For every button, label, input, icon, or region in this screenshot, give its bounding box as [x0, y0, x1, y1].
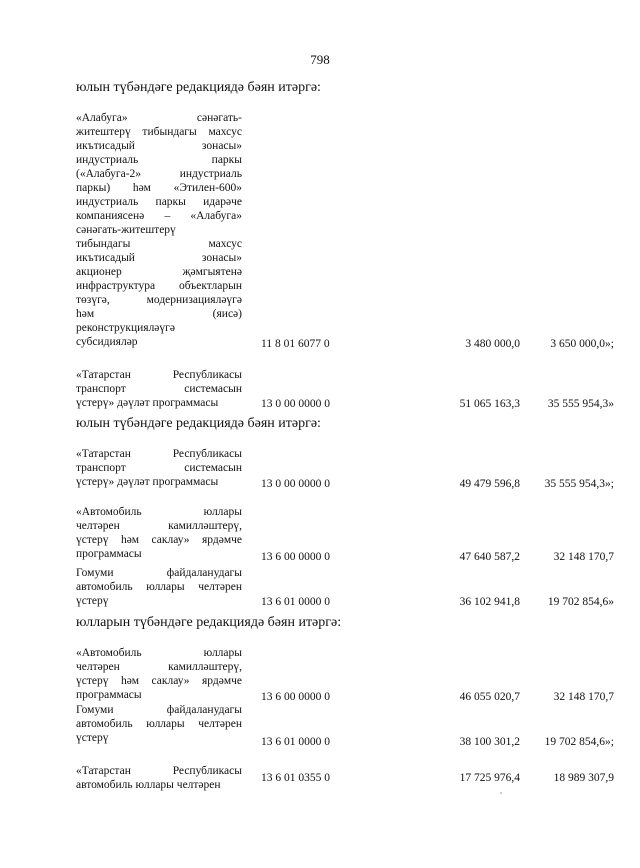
- row-value-2: 19 702 854,6»: [547, 596, 614, 608]
- row-value-1: 51 065 163,3: [459, 398, 520, 410]
- row-name-line: Гомуми файдаланудагы: [76, 704, 242, 716]
- row-value-1: 46 055 020,7: [459, 691, 520, 703]
- row-name-line: сәнәгать-житештерү: [76, 224, 176, 236]
- row-name-line: икътисадый зонасы»: [76, 252, 242, 264]
- row-value-2: 19 702 854,6»;: [544, 736, 614, 748]
- row-name-line: житештерү тибындагы махсус: [76, 126, 242, 138]
- row-name-line: реконструкцияләүгә: [76, 322, 175, 334]
- row-name-line: программасы: [76, 689, 142, 701]
- scan-speck: [500, 792, 502, 794]
- row-name-line: инфраструктура объектларын: [76, 280, 242, 292]
- row-name-line: тибындагы махсус: [76, 238, 242, 250]
- row-value-2: 18 989 307,9: [553, 772, 614, 784]
- row-name-line: үстерү һәм саклау» ярдәмче: [76, 534, 242, 546]
- row-value-1: 17 725 976,4: [459, 772, 520, 784]
- row-name-line: үстерү: [76, 595, 109, 607]
- row-value-2: 32 148 170,7: [553, 691, 614, 703]
- row-name-line: Гомуми файдаланудагы: [76, 567, 242, 579]
- row-name-line: паркы) һәм «Этилен-600»: [76, 182, 242, 194]
- row-name-line: субсидияләр: [76, 336, 138, 348]
- row-name-line: челтәрен камилләштерү,: [76, 520, 242, 532]
- row-name-line: «Автомобиль юллары: [76, 647, 242, 659]
- row-value-2: 32 148 170,7: [553, 551, 614, 563]
- row-name-line: «Татарстан Республикасы: [76, 369, 242, 381]
- row-name-line: челтәрен камилләштерү,: [76, 661, 242, 673]
- row-name-line: автомобиль юллары челтәрен: [76, 581, 242, 593]
- row-value-2: 35 555 954,3»;: [544, 478, 614, 490]
- row-name-line: «Татарстан Республикасы: [76, 448, 242, 460]
- row-name-line: программасы: [76, 548, 142, 560]
- row-value-1: 3 480 000,0: [465, 338, 520, 350]
- row-value-1: 47 640 587,2: [459, 551, 520, 563]
- row-name-line: акционер җәмгыятенә: [76, 266, 242, 278]
- row-name-line: индустриаль паркы: [76, 154, 242, 166]
- row-name-line: һәм (яисә): [76, 308, 242, 320]
- row-name-line: үстерү: [76, 732, 109, 744]
- instruction-text: юлларын түбәндәге редакциядә бәян итәргә:: [76, 615, 342, 630]
- row-name-line: үстерү һәм саклау» ярдәмче: [76, 675, 242, 687]
- row-name-line: индустриаль паркы идарәче: [76, 196, 242, 208]
- row-name-line: «Алабуга» сәнәгать-: [76, 112, 242, 124]
- row-code: 13 6 01 0355 0: [261, 772, 330, 784]
- row-code: 13 6 01 0000 0: [261, 736, 330, 748]
- row-value-2: 3 650 000,0»;: [550, 338, 614, 350]
- row-name-line: «Татарстан Республикасы: [76, 765, 242, 777]
- row-name-line: үстерү» дәүләт программасы: [76, 476, 219, 488]
- row-code: 13 6 00 0000 0: [261, 691, 330, 703]
- row-code: 13 6 00 0000 0: [261, 551, 330, 563]
- page-number: 798: [310, 52, 330, 67]
- row-code: 13 0 00 0000 0: [261, 478, 330, 490]
- instruction-text: юлын түбәндәге редакциядә бәян итәргә:: [76, 80, 321, 95]
- row-value-1: 38 100 301,2: [459, 736, 520, 748]
- row-value-2: 35 555 954,3»: [547, 398, 614, 410]
- row-name-line: автомобиль юллары челтәрен: [76, 779, 221, 791]
- instruction-text: юлын түбәндәге редакциядә бәян итәргә:: [76, 416, 321, 431]
- row-name-line: автомобиль юллары челтәрен: [76, 718, 242, 730]
- row-code: 13 0 00 0000 0: [261, 398, 330, 410]
- row-value-1: 49 479 596,8: [459, 478, 520, 490]
- row-name-line: компаниясенә – «Алабуга»: [76, 210, 242, 222]
- row-code: 11 8 01 6077 0: [261, 338, 330, 350]
- row-name-line: үстерү» дәүләт программасы: [76, 397, 219, 409]
- row-name-line: транспорт системасын: [76, 383, 242, 395]
- row-value-1: 36 102 941,8: [459, 596, 520, 608]
- row-name-line: «Автомобиль юллары: [76, 506, 242, 518]
- row-code: 13 6 01 0000 0: [261, 596, 330, 608]
- row-name-line: икътисадый зонасы»: [76, 140, 242, 152]
- row-name-line: транспорт системасын: [76, 462, 242, 474]
- row-name-line: төзүгә, модернизацияләүгә: [76, 294, 242, 306]
- row-name-line: («Алабуга-2» индустриаль: [76, 168, 242, 180]
